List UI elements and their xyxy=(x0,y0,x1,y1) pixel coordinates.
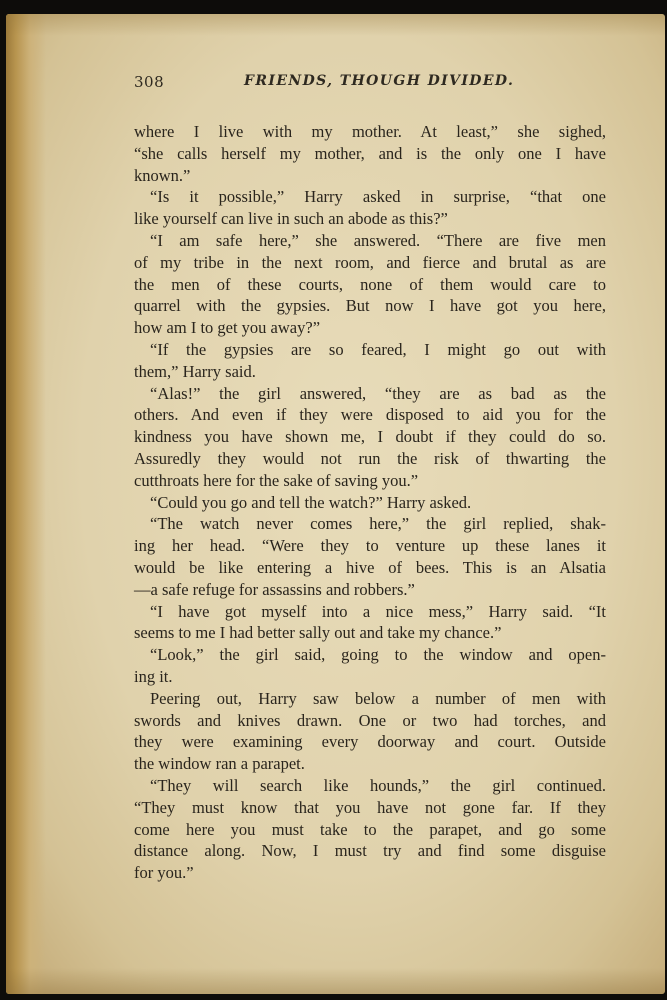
text-line: known.” xyxy=(134,165,191,185)
text-line: “she calls herself my mother, and is the only one I have xyxy=(134,143,606,163)
text-line: them,” Harry said. xyxy=(134,361,256,381)
text-line: Peering out, Harry saw below a number of men with xyxy=(150,688,606,708)
text-line: the men of these courts, none of them would care to xyxy=(134,274,606,294)
text-line: ing it. xyxy=(134,666,173,686)
text-line: the window ran a parapet. xyxy=(134,754,305,774)
text-line: kindness you have shown me, I doubt if they could do so. xyxy=(134,427,606,447)
text-line: “They must know that you have not gone far. If they xyxy=(134,797,606,817)
text-line: for you.” xyxy=(134,863,194,883)
text-line: they were examining every doorway and court. Outside xyxy=(134,732,606,752)
text-line: come here you must take to the parapet, and go some xyxy=(134,819,606,839)
text-line: “Is it possible,” Harry asked in surprise, “that one xyxy=(150,187,606,207)
text-line: “Look,” the girl said, going to the window and open- xyxy=(150,645,606,665)
page-number: 308 xyxy=(134,73,165,91)
text-line: “They will search like hounds,” the girl continued. xyxy=(150,775,606,795)
running-header xyxy=(128,73,608,97)
text-line: cutthroats here for the sake of saving you.” xyxy=(134,470,419,490)
text-line: —a safe refuge for assassins and robbers.” xyxy=(134,579,415,599)
text-line: “The watch never comes here,” the girl replied, shak- xyxy=(150,514,606,534)
body-text xyxy=(134,121,606,884)
text-line: where I live with my mother. At least,” she sighed, xyxy=(134,122,606,141)
page-top-edge xyxy=(6,14,665,36)
text-line: Assuredly they would not run the risk of thwarting the xyxy=(134,448,606,468)
text-line: “I have got myself into a nice mess,” Harry said. “It xyxy=(150,601,606,621)
text-line: like yourself can live in such an abode as this?” xyxy=(134,209,448,229)
text-line: “Could you go and tell the watch?” Harry asked. xyxy=(150,492,472,512)
page-spine-shadow xyxy=(6,14,46,994)
text-line: “Alas!” the girl answered, “they are as bad as the xyxy=(150,383,606,403)
running-title: FRIENDS, THOUGH DIVIDED. xyxy=(244,73,515,89)
text-line: of my tribe in the next room, and fierce and brutal as are xyxy=(134,252,606,272)
text-line: seems to me I had better sally out and take my chance.” xyxy=(134,623,502,643)
text-line: “If the gypsies are so feared, I might go out with xyxy=(150,339,606,359)
text-line: “I am safe here,” she answered. “There are five men xyxy=(150,230,606,250)
text-line: others. And even if they were disposed to aid you for the xyxy=(134,405,606,425)
text-line: distance along. Now, I must try and find some disguise xyxy=(134,841,606,861)
page-bottom-edge xyxy=(6,968,665,994)
text-line: ing her head. “Were they to venture up these lanes it xyxy=(134,536,606,556)
text-line: would be like entering a hive of bees. This is an Alsatia xyxy=(134,557,606,577)
text-line: how am I to get you away?” xyxy=(134,318,321,338)
text-line: quarrel with the gypsies. But now I have got you here, xyxy=(134,296,606,316)
text-line: swords and knives drawn. One or two had torches, and xyxy=(134,710,606,730)
